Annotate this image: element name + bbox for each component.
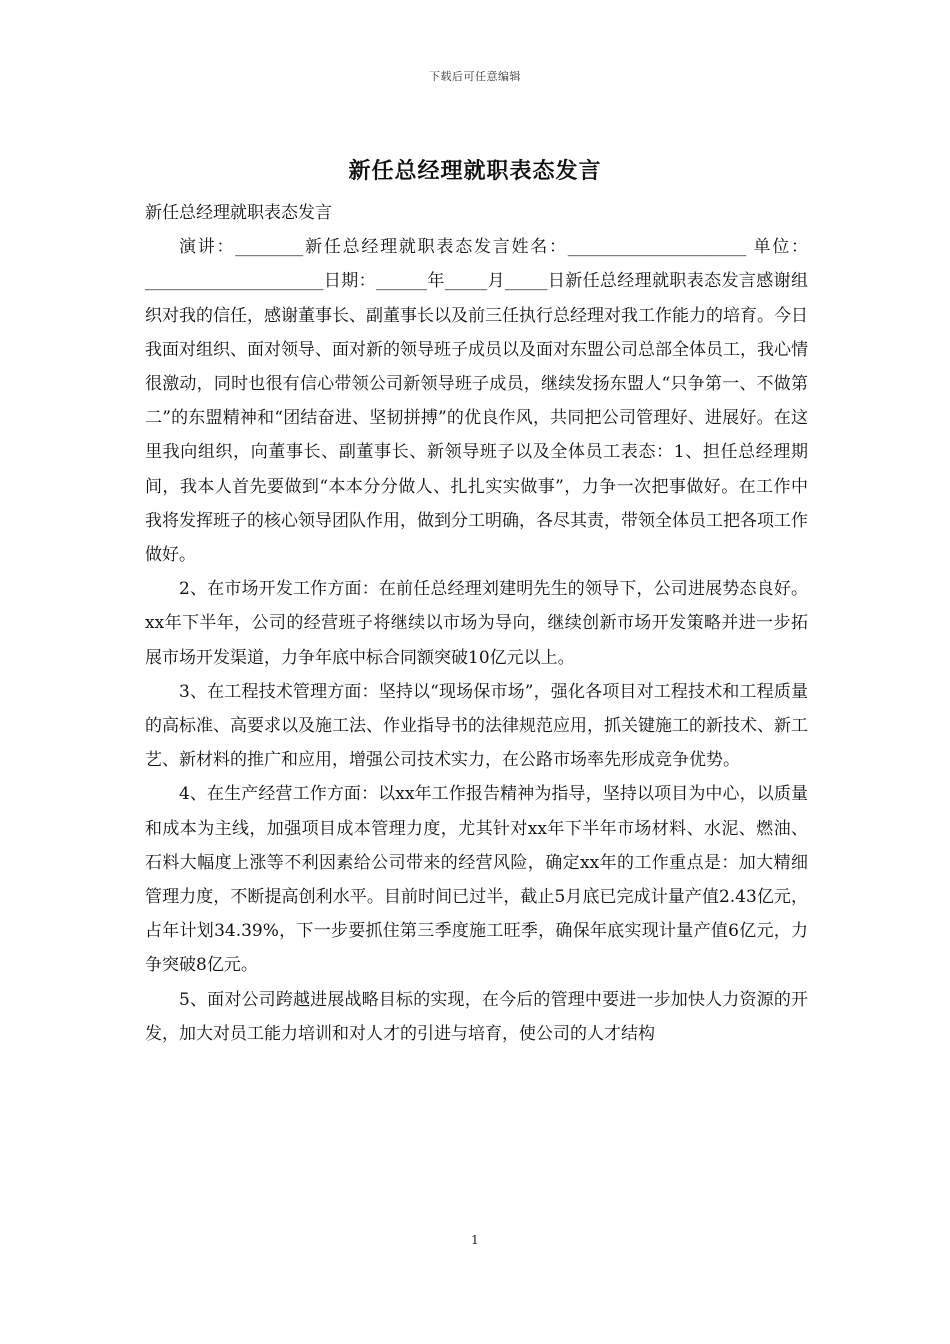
header-note: 下载后可任意编辑 [429, 70, 521, 83]
paragraph-4: 4、在生产经营工作方面：以xx年工作报告精神为指导，坚持以项目为中心，以质量和成本为主线，加强项目成本管理力度，尤其针对xx年下半年市场材料、水泥、燃油、石料大幅度上涨等不利因素给公司带来的经营风险，确定xx年的工作重点是：加大精细管理力度，不断提高创利水平。目前时间已过半，截止5月底已完成计量产值2.43亿元，占年计划34.39%，下一步要抓住第三季度施工旺季，确保年底实现计量产值6亿元，力争突破8亿元。 [145, 784, 808, 976]
document-body [145, 196, 808, 1051]
page-number: 1 [471, 1233, 479, 1247]
paragraph-3: 3、在工程技术管理方面：坚持以“现场保市场”，强化各项目对工程技术和工程质量的高标准、高要求以及施工法、作业指导书的法律规范应用，抓关键施工的新技术、新工艺、新材料的推广和应用，增强公司技术实力，在公路市场率先形成竞争优势。 [145, 681, 808, 771]
paragraph-5: 5、面对公司跨越进展战略目标的实现，在今后的管理中要进一步加快人力资源的开发，加大对员工能力培训和对人才的引进与培育，使公司的人才结构 [145, 989, 808, 1044]
paragraph-2: 2、在市场开发工作方面：在前任总经理刘建明先生的领导下，公司进展势态良好。xx年下半年，公司的经营班子将继续以市场为导向，继续创新市场开发策略并进一步拓展市场开发渠道，力争年底中标合同额突破10亿元以上。 [145, 579, 808, 668]
document-title: 新任总经理就职表态发言 [348, 158, 602, 184]
document-subtitle: 新任总经理就职表态发言 [145, 203, 332, 223]
paragraph-1: 演讲：________新任总经理就职表态发言姓名：_____________________ 单位：_____________________日期：______年_____月_____日新任总经理就职表态发言感谢组织对我的信任，感谢董事长、副董事长以及前三任执行总经理对我工作能力的培育。今日我面对组织、面对领导、面对新的领导班子成员以及面对东盟公司总部全体员工，我心情很激动，同时也很有信心带领公司新领导班子成员，继续发扬东盟人“只争第一、不做第二”的东盟精神和“团结奋进、坚韧拼搏”的优良作风，共同把公司管理好、进展好。在这里我向组织，向董事长、副董事长、新领导班子以及全体员工表态：1、担任总经理期间，我本人首先要做到“本本分分做人、扎扎实实做事”，力争一次把事做好。在工作中我将发挥班子的核心领导团队作用，做到分工明确，各尽其责，带领全体员工把各项工作做好。 [145, 237, 808, 566]
